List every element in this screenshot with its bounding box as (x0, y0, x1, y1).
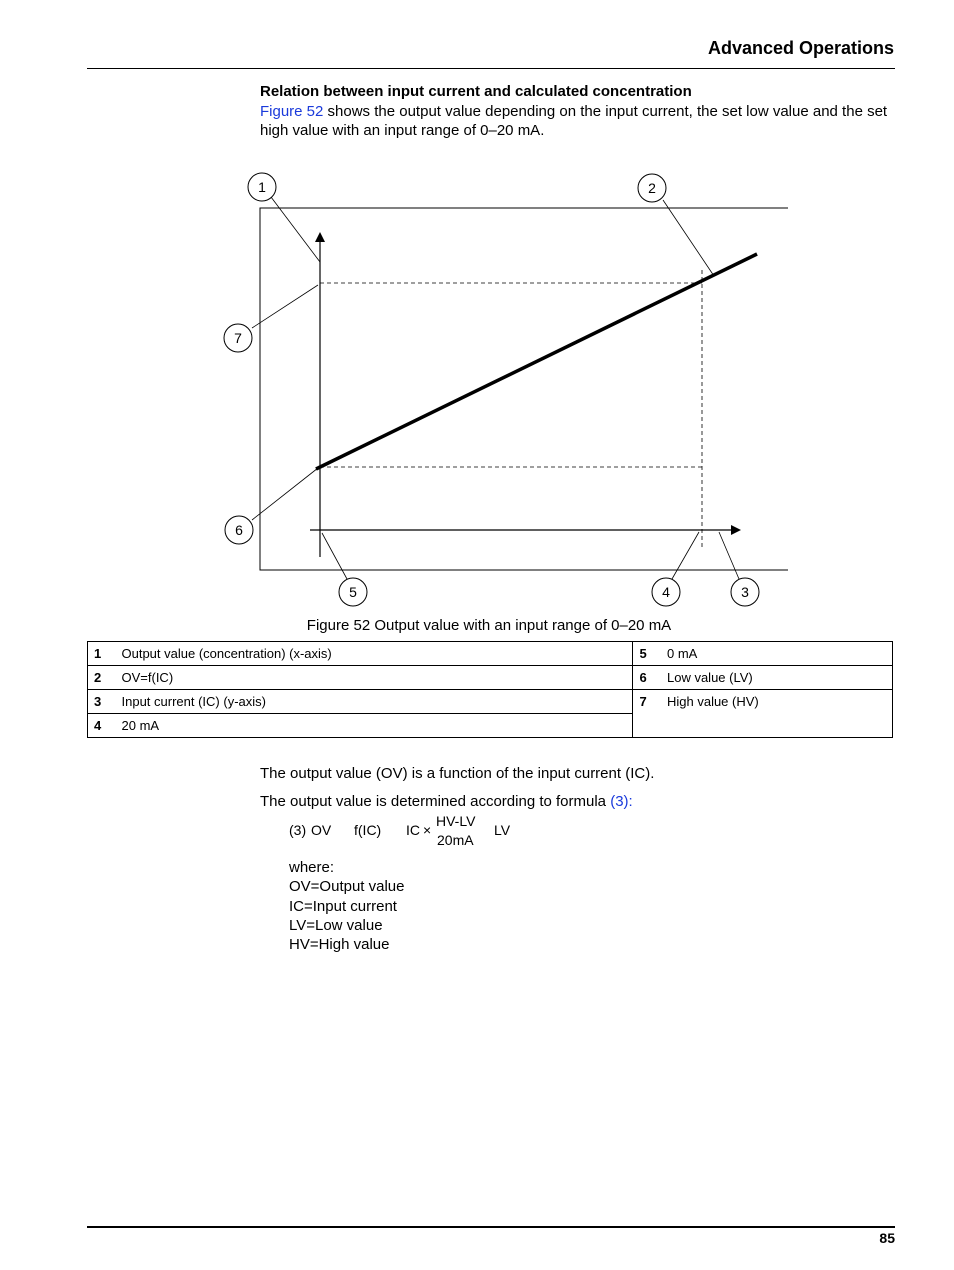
legend-table (87, 641, 893, 738)
legend-text-2: OV=f(IC) (120, 666, 633, 690)
formula-ic: IC (406, 822, 420, 838)
leader-1 (271, 197, 320, 262)
where-title: where: (289, 859, 335, 876)
body-paragraph-2-end: : (628, 793, 633, 810)
body-paragraph-2-text: The output value is determined according to formula (260, 793, 611, 810)
legend-text-7: High value (HV) (665, 690, 893, 738)
header-title: Advanced Operations (707, 38, 894, 58)
callout-4 (652, 578, 680, 606)
callout-5-label: 5 (349, 584, 357, 600)
legend-text-5: 0 mA (665, 642, 893, 666)
legend-num-3: 3 (88, 690, 120, 714)
leader-7 (252, 285, 318, 328)
figure-52-diagram (0, 160, 954, 610)
leader-6 (252, 468, 318, 520)
callout-2 (638, 174, 666, 202)
callout-5 (339, 578, 367, 606)
callout-1 (248, 173, 276, 201)
where-list (289, 858, 405, 954)
legend-text-1: Output value (concentration) (x-axis) (120, 642, 633, 666)
callout-4-label: 4 (662, 584, 670, 600)
table-row (88, 642, 893, 666)
output-function-line (316, 254, 757, 469)
legend-text-4: 20 mA (120, 714, 633, 738)
legend-num-6: 6 (633, 666, 665, 690)
body-paragraph-1: The output value (OV) is a function of the input current (IC). (260, 765, 655, 782)
formula-denominator: 20mA (437, 832, 474, 848)
body-paragraph-2 (260, 793, 633, 810)
page-number: 85 (879, 1230, 895, 1246)
formula-label: (3) (289, 822, 307, 838)
formula-numerator: HV-LV (436, 813, 476, 829)
legend-text-3: Input current (IC) (y-axis) (120, 690, 633, 714)
intro-paragraph (260, 102, 890, 140)
legend-num-7: 7 (633, 690, 665, 738)
figure-52-link[interactable]: Figure 52 (260, 103, 324, 120)
callout-7 (224, 324, 252, 352)
callout-6-label: 6 (235, 522, 243, 538)
legend-text-6: Low value (LV) (665, 666, 893, 690)
formula-lv: LV (494, 822, 511, 838)
header-rule (87, 68, 895, 69)
callout-2-label: 2 (648, 180, 656, 196)
footer-rule (87, 1226, 895, 1228)
formula-3-link[interactable]: (3) (610, 793, 629, 810)
legend-num-1: 1 (88, 642, 120, 666)
legend-num-2: 2 (88, 666, 120, 690)
figure-caption: Figure 52 Output value with an input range of 0–20 mA (306, 617, 672, 634)
callout-7-label: 7 (234, 330, 242, 346)
callout-3 (731, 578, 759, 606)
leader-4 (672, 532, 699, 579)
leader-5 (322, 533, 347, 579)
graph-frame (260, 208, 788, 570)
table-row (88, 690, 893, 714)
table-row (88, 666, 893, 690)
legend-num-4: 4 (88, 714, 120, 738)
list-item: OV=Output value (289, 878, 405, 896)
formula-fic: f(IC) (354, 822, 382, 838)
list-item: HV=High value (289, 936, 390, 954)
intro-text: shows the output value depending on the input current, the set low value and the set high value with an input range of 0–20 mA. (260, 103, 888, 139)
callout-6 (225, 516, 253, 544)
formula-times: × (423, 822, 432, 838)
callout-1-label: 1 (258, 179, 266, 195)
leader-2 (663, 200, 714, 276)
list-item: IC=Input current (289, 897, 397, 915)
list-item: LV=Low value (289, 916, 383, 934)
formula-ov: OV (311, 822, 332, 838)
callout-3-label: 3 (741, 584, 749, 600)
leader-3 (719, 532, 739, 579)
legend-num-5: 5 (633, 642, 665, 666)
section-title: Relation between input current and calculated concentration (260, 83, 692, 100)
